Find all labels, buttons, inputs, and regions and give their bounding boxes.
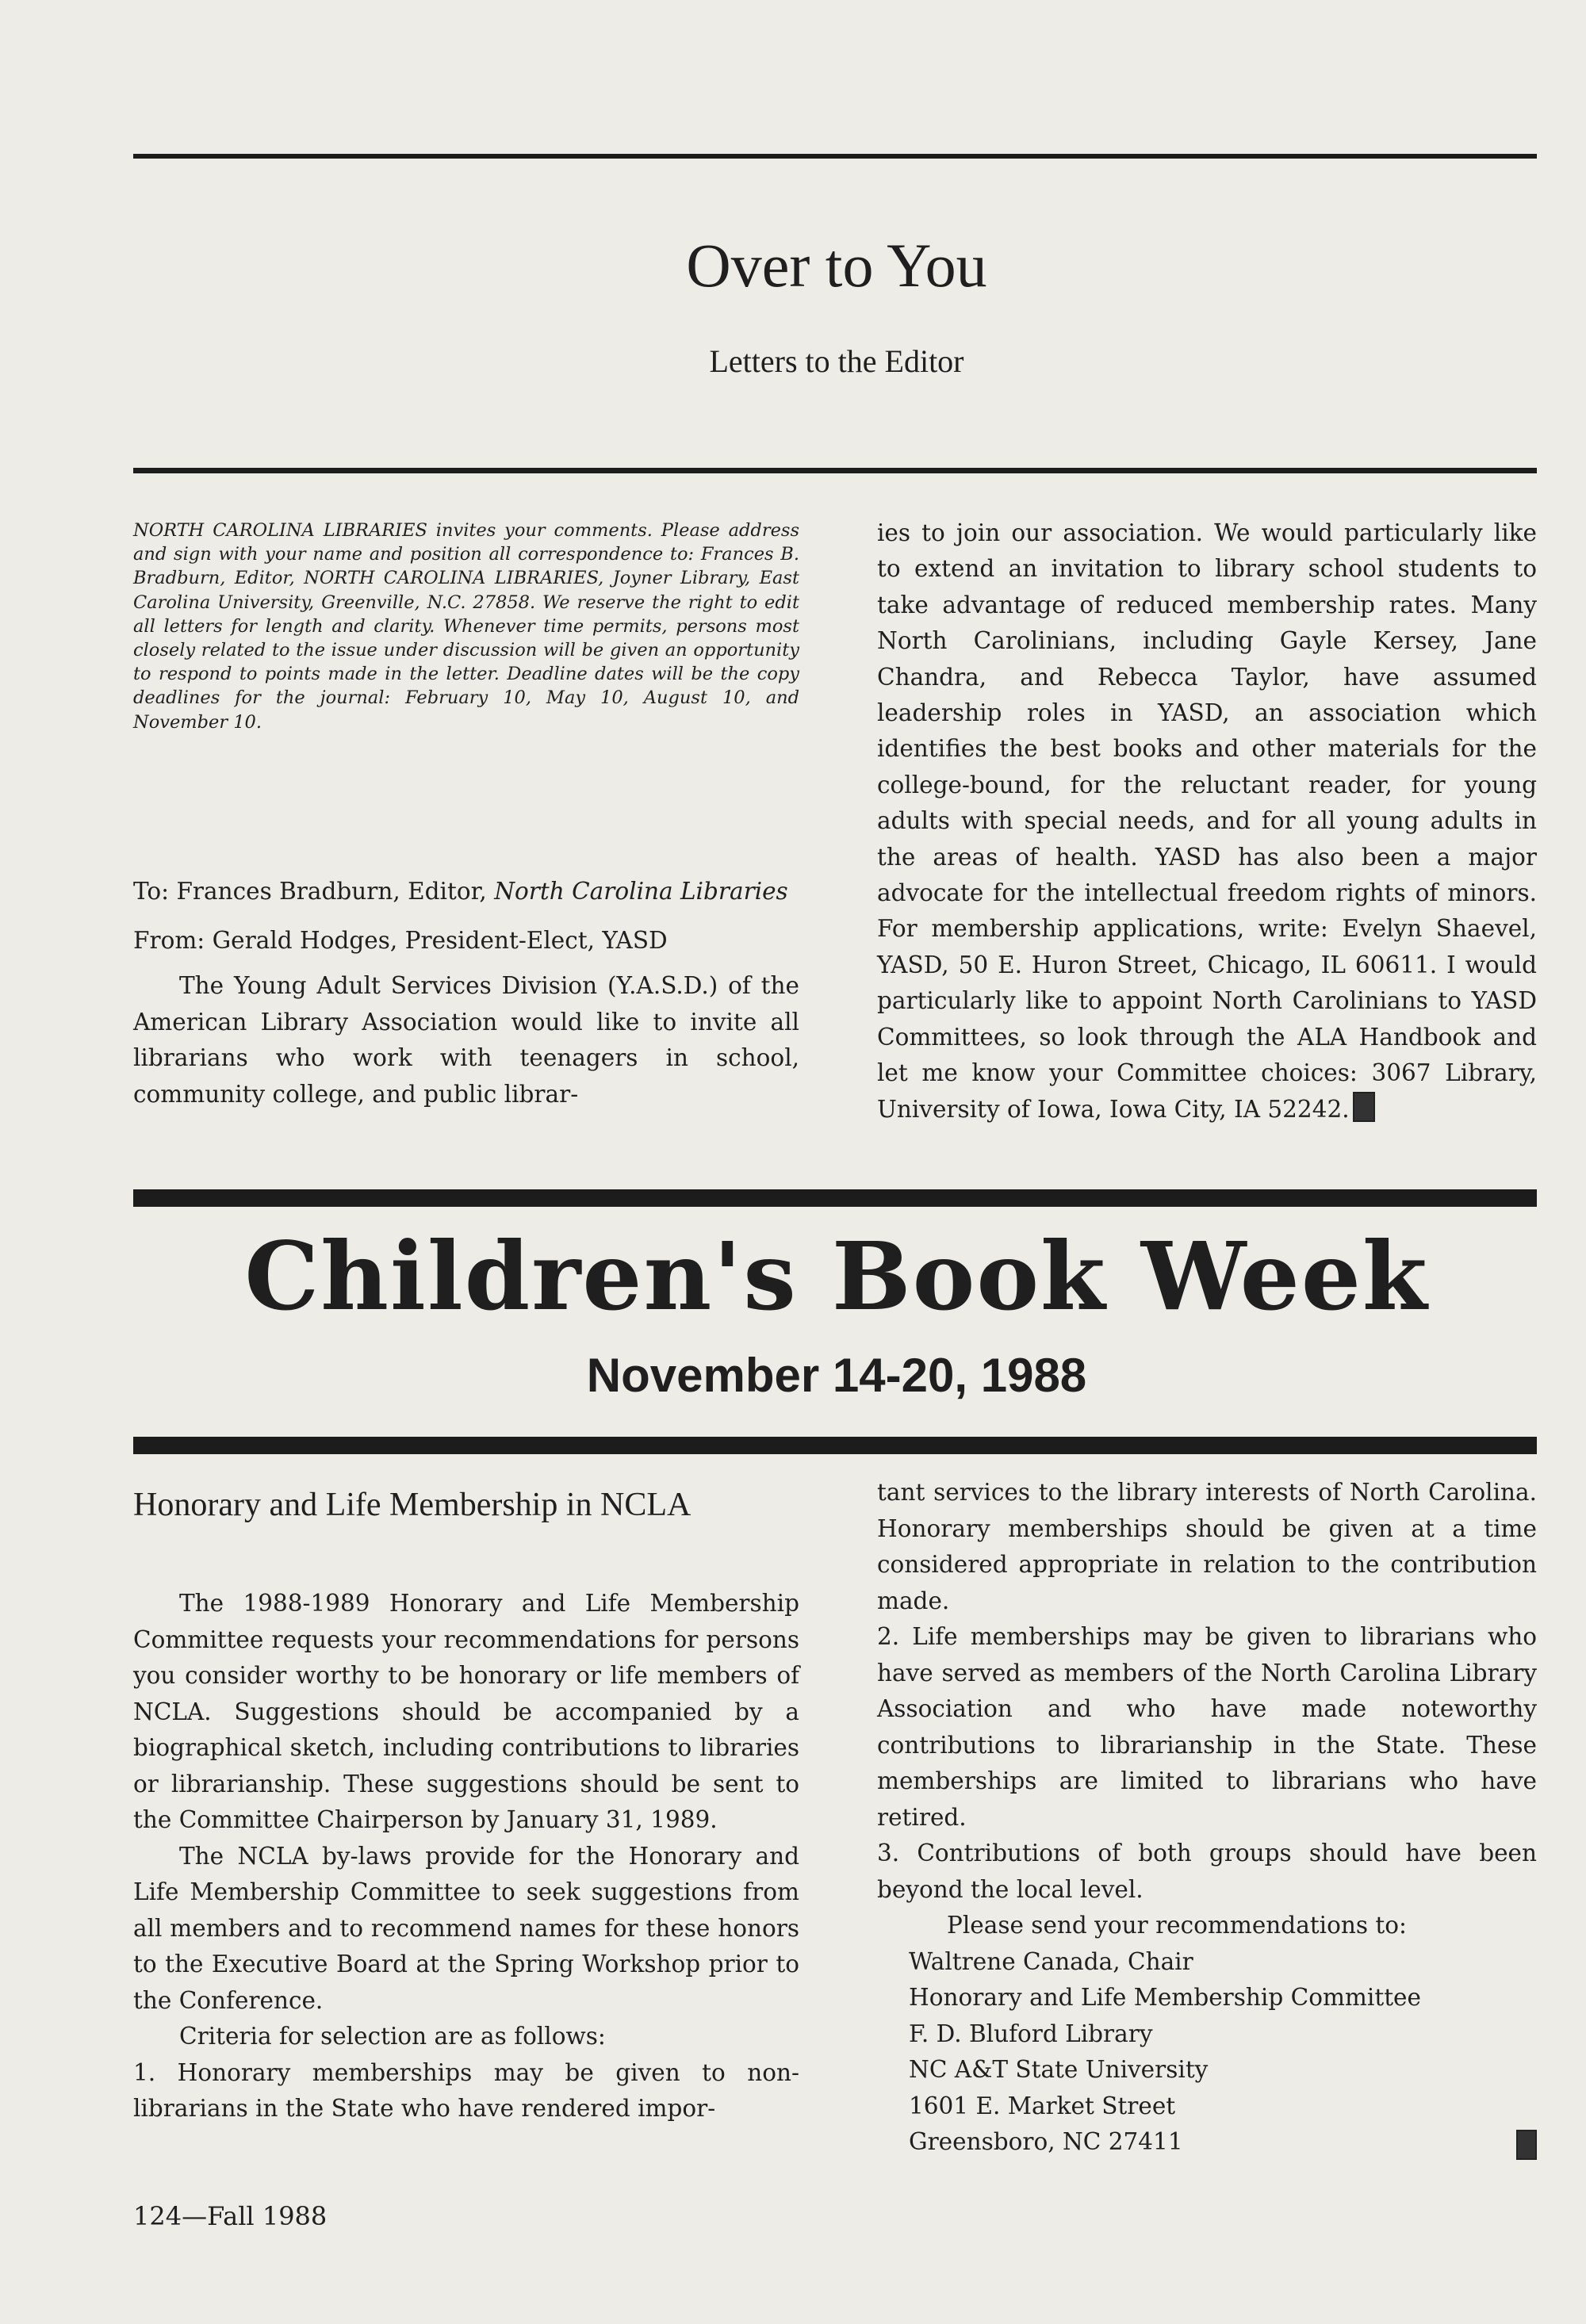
end-mark-icon — [1516, 2130, 1537, 2160]
address-line: Greensboro, NC 27411 — [909, 2128, 1183, 2155]
honorary-right-column — [877, 1475, 1537, 2161]
page-subtitle: Letters to the Editor — [709, 343, 964, 379]
address-line: NC A&T State University — [909, 2056, 1209, 2083]
end-mark-icon — [1353, 1092, 1375, 1122]
banner-top-rule — [133, 1189, 1537, 1207]
letter-to: To: Frances Bradburn, Editor, North Carolina Libraries — [133, 878, 788, 905]
banner-bottom-rule — [133, 1437, 1537, 1454]
page-footer: 124—Fall 1988 — [133, 2201, 328, 2231]
address-line: F. D. Bluford Library — [909, 2020, 1153, 2047]
honorary-paragraph: The NCLA by-laws provide for the Honorary and Life Membership Committee to seek suggestions from all members and to recommend names for these honors to the Executive Board at the Spring Workshop prior to the Conference. — [133, 1842, 799, 2014]
header-bottom-rule — [133, 468, 1537, 473]
address-line: Waltrene Canada, Chair — [909, 1947, 1193, 1975]
address-line: 1601 E. Market Street — [909, 2092, 1176, 2119]
honorary-paragraph: Please send your recommendations to: — [947, 1912, 1407, 1939]
honorary-paragraph: Criteria for selection are as follows: — [179, 2023, 606, 2050]
editor-note: NORTH CAROLINA LIBRARIES invites your comments. Please address and sign with your name and position all correspondence to: Frances B. Bradburn, Editor, NORTH CAROLINA LIBRARIES, Joyner Library, East Carolina University, Greenville, N.C. 27858. We reserve the right to edit all letters for length and clarity. Whenever time permits, persons most closely related to the issue under discussion will be given an opportunity to respond to points made in the letter. Deadline dates will be the copy deadlines for the journal: February 10, May 10, August 10, and November 10. — [133, 520, 799, 733]
honorary-paragraph: 1. Honorary memberships may be given to non-librarians in the State who have rendered impor- — [133, 2058, 799, 2122]
address-block — [909, 1944, 1537, 2161]
letter-left-column — [133, 874, 799, 1112]
honorary-paragraph: The 1988-1989 Honorary and Life Membership Committee requests your recommendations for persons you consider worthy to be honorary or life members of NCLA. Suggestions should be accompanied by a biographical sketch, including contributions to libraries or librarianship. These suggestions should be sent to the Committee Chairperson by January 31, 1989. — [133, 1590, 799, 1833]
page-title: Over to You — [686, 231, 987, 300]
letter-body-left: The Young Adult Services Division (Y.A.S.D.) of the American Library Association would like to invite all librarians who work with teenagers in school, community college, and public librar- — [133, 972, 799, 1108]
honorary-heading: Honorary and Life Membership in NCLA — [133, 1487, 691, 1523]
honorary-left-column — [133, 1586, 799, 2127]
letter-body-right: ies to join our association. We would particularly like to extend an invitation to library school students to take advantage of reduced membership rates. Many North Carolinians, including Gayle Kersey, Jane Chandra, and Rebecca Taylor, have assumed leadership roles in YASD, an association which identifies the best books and other materials for the college-bound, for the reluctant reader, for young adults with special needs, and for all young adults in the areas of health. YASD has also been a major advocate for the intellectual freedom rights of minors. For membership applications, write: Evelyn Shaevel, YASD, 50 E. Huron Street, Chicago, IL 60611. I would particularly like to appoint North Carolinians to YASD Committees, so look through the ALA Handbook and let me know your Committee choices: 3067 Library, University of Iowa, Iowa City, IA 52242. — [877, 519, 1537, 1123]
letter-from: From: Gerald Hodges, President-Elect, YASD — [133, 926, 668, 954]
banner-dates: November 14-20, 1988 — [586, 1349, 1087, 1402]
honorary-paragraph: 2. Life memberships may be given to librarians who have served as members of the North Carolina Library Association and who have made noteworthy contributions to librarianship in the State. These memberships are limited to librarians who have retired. — [877, 1623, 1537, 1831]
address-line: Honorary and Life Membership Committee — [909, 1984, 1421, 2011]
honorary-paragraph: tant services to the library interests of North Carolina. Honorary memberships should be given at a time considered appropriate in relation to the contribution made. — [877, 1479, 1537, 1614]
top-rule — [133, 154, 1537, 159]
honorary-paragraph: 3. Contributions of both groups should have been beyond the local level. — [877, 1840, 1537, 1903]
banner-title: Children's Book Week — [244, 1221, 1429, 1331]
